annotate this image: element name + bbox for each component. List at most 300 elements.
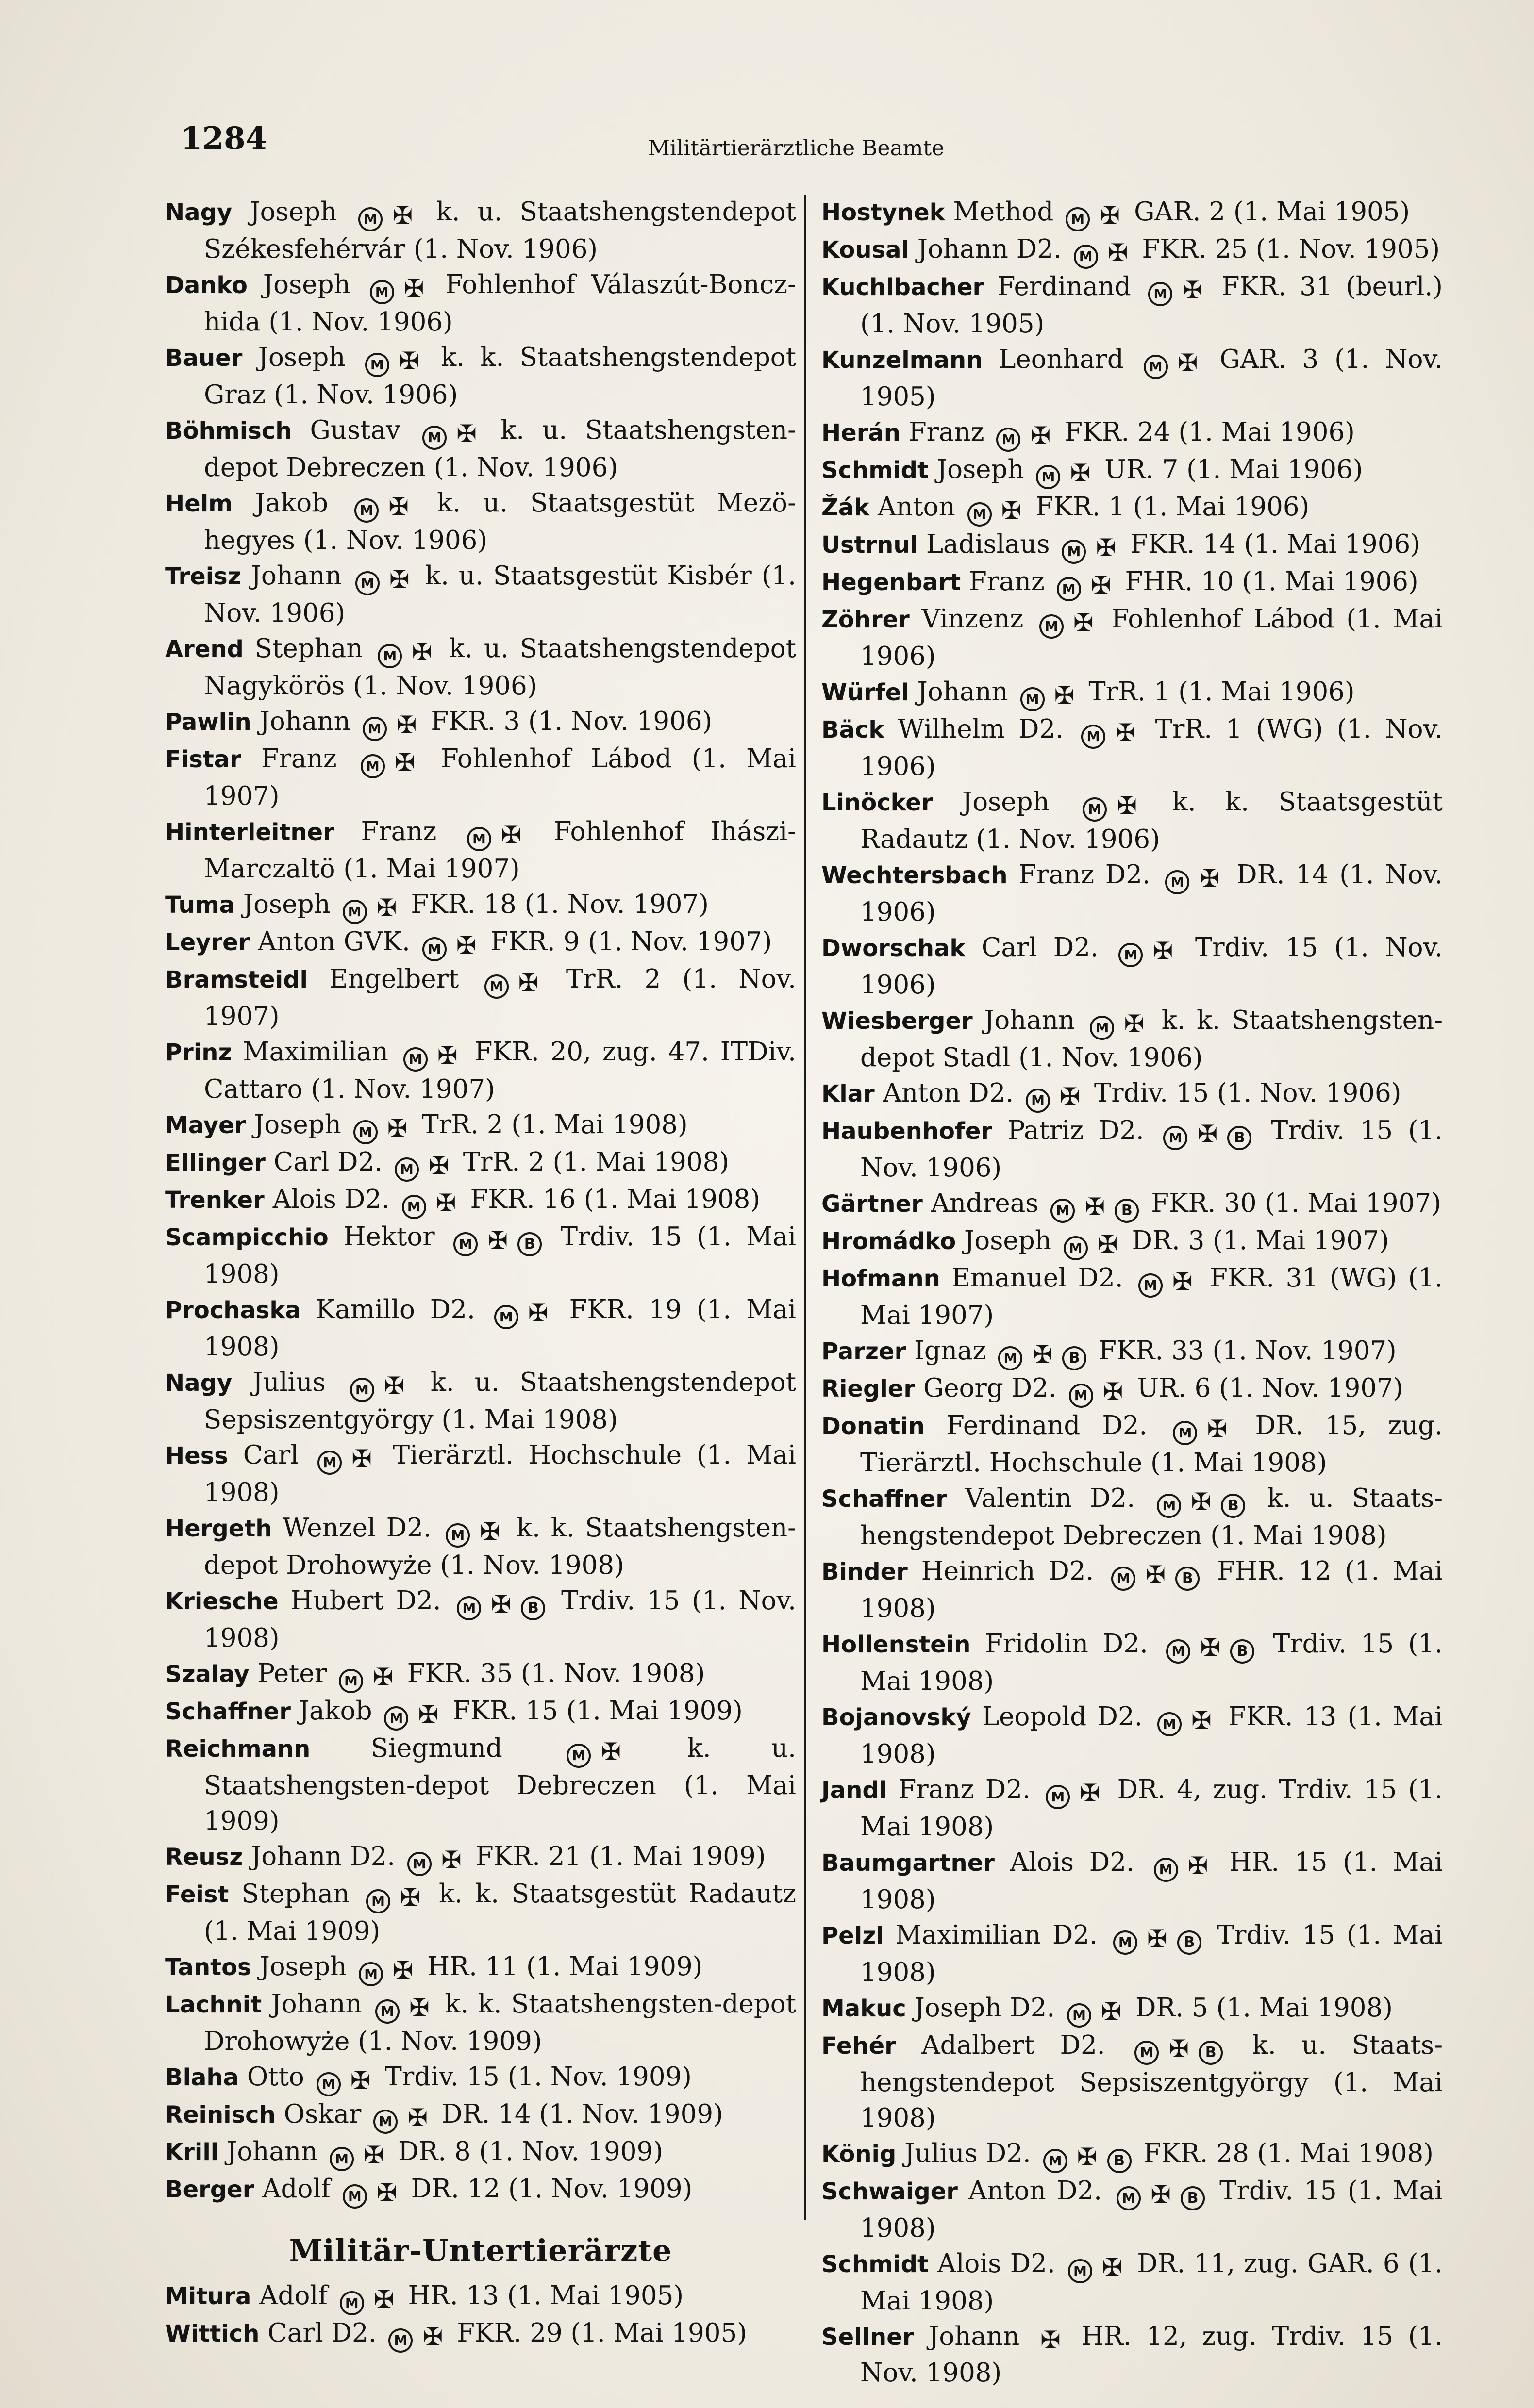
entry-surname: Dworschak bbox=[821, 935, 966, 962]
cross-icon: ✠ bbox=[1117, 792, 1137, 820]
list-item bbox=[165, 485, 796, 558]
entry-assignment: FKR. 20, zug. 47. ITDiv. Cattaro (1. Nov. 1907) bbox=[204, 1037, 796, 1104]
cross-icon: ✠ bbox=[429, 1152, 449, 1180]
entry-assignment: FKR. 29 (1. Mai 1905) bbox=[449, 2318, 747, 2348]
merit-medal-icon: M bbox=[354, 498, 379, 523]
cross-icon: ✠ bbox=[437, 1041, 458, 1070]
list-item bbox=[821, 2136, 1443, 2173]
entry-assignment: Trdiv. 15 (1. Nov. 1909) bbox=[376, 2062, 692, 2092]
list-item bbox=[165, 2059, 796, 2096]
entry-given-name: Anton D2. bbox=[957, 2176, 1113, 2206]
merit-medal-icon: M bbox=[1062, 540, 1086, 564]
list-item bbox=[165, 1107, 796, 1144]
entry-given-name: Joseph D2. bbox=[906, 1993, 1064, 2023]
merit-medal-icon: M bbox=[1134, 2041, 1159, 2065]
cross-icon: ✠ bbox=[1207, 1415, 1228, 1443]
entry-given-name: Fridolin D2. bbox=[970, 1629, 1163, 1659]
entry-assignment: DR. 14 (1. Nov. 1909) bbox=[434, 2099, 723, 2129]
entry-assignment: GAR. 3 (1. Nov. 1905) bbox=[860, 345, 1443, 412]
list-item bbox=[165, 1144, 796, 1182]
list-item bbox=[165, 1365, 796, 1437]
list-item bbox=[165, 1693, 796, 1731]
list-item bbox=[165, 2315, 796, 2353]
cross-icon: ✠ bbox=[1040, 2326, 1061, 2354]
cross-icon: ✠ bbox=[1080, 1779, 1100, 1807]
cross-icon: ✠ bbox=[1084, 1193, 1105, 1221]
entry-given-name: Johann bbox=[972, 1006, 1086, 1035]
entry-surname: Fehér bbox=[821, 2032, 896, 2060]
entry-given-name: Franz bbox=[241, 744, 357, 774]
entry-surname: Jandl bbox=[821, 1777, 887, 1804]
cross-icon: ✠ bbox=[412, 638, 433, 666]
entry-assignment: TrR. 2 (1. Mai 1908) bbox=[454, 1147, 729, 1177]
entry-assignment: k. k. Staatshengstendepot Graz (1. Nov. 1906) bbox=[204, 343, 796, 410]
entry-given-name: Emanuel D2. bbox=[940, 1263, 1134, 1293]
column-divider bbox=[804, 195, 806, 2220]
entry-assignment: DR. 14 (1. Nov. 1906) bbox=[860, 860, 1443, 927]
entry-surname: Hergeth bbox=[165, 1515, 272, 1542]
entry-given-name: Heinrich D2. bbox=[907, 1556, 1108, 1586]
list-item bbox=[821, 1113, 1443, 1186]
cross-icon: ✠ bbox=[387, 1114, 408, 1142]
merit-medal-icon: M bbox=[1066, 207, 1090, 231]
merit-medal-icon: M bbox=[317, 2072, 341, 2096]
entry-surname: Binder bbox=[821, 1558, 908, 1585]
entry-surname: Bäck bbox=[821, 716, 884, 743]
list-item bbox=[821, 1845, 1443, 1917]
merit-medal-icon: M bbox=[373, 2110, 398, 2134]
entry-given-name: Johann D2. bbox=[243, 1842, 403, 1871]
entry-assignment: FKR. 15 (1. Mai 1909) bbox=[444, 1696, 743, 1726]
entry-surname: Hess bbox=[165, 1442, 228, 1469]
cross-icon: ✠ bbox=[1150, 2180, 1171, 2209]
entry-surname: Makuc bbox=[821, 1995, 906, 2022]
list-item bbox=[821, 2319, 1443, 2391]
entry-given-name: Ignaz bbox=[906, 1336, 995, 1366]
b-medal-icon: B bbox=[1230, 1639, 1254, 1664]
merit-medal-icon: M bbox=[422, 426, 447, 450]
merit-medal-icon: M bbox=[1157, 1494, 1181, 1518]
entry-given-name: Anton bbox=[869, 492, 964, 522]
entry-surname: Hostynek bbox=[821, 199, 945, 226]
list-item bbox=[165, 887, 796, 924]
entry-given-name: Siegmund bbox=[310, 1733, 563, 1763]
list-item bbox=[821, 1186, 1443, 1223]
merit-medal-icon: M bbox=[996, 428, 1020, 452]
cross-icon: ✠ bbox=[487, 1226, 508, 1254]
cross-icon: ✠ bbox=[1001, 496, 1022, 525]
merit-medal-icon: M bbox=[366, 1889, 390, 1913]
entry-surname: Scampicchio bbox=[165, 1224, 329, 1251]
list-item bbox=[821, 564, 1443, 601]
list-item bbox=[821, 231, 1443, 269]
entry-surname: Schwaiger bbox=[821, 2178, 958, 2205]
entry-assignment: TrR. 2 (1. Mai 1908) bbox=[413, 1110, 688, 1139]
entry-surname: Donatin bbox=[821, 1413, 925, 1440]
merit-medal-icon: M bbox=[378, 644, 402, 668]
cross-icon: ✠ bbox=[392, 201, 413, 230]
merit-medal-icon: M bbox=[494, 1305, 518, 1329]
list-item bbox=[821, 711, 1443, 784]
b-medal-icon: B bbox=[1177, 1930, 1201, 1955]
cross-icon: ✠ bbox=[1191, 1706, 1212, 1734]
cross-icon: ✠ bbox=[1096, 534, 1117, 562]
entry-assignment: DR. 15, zug. Tierärztl. Hochschule (1. Mai 1908) bbox=[860, 1411, 1443, 1478]
entry-assignment: Trdiv. 15 (1. Mai 1908) bbox=[860, 1629, 1443, 1696]
entry-surname: Kriesche bbox=[165, 1588, 279, 1615]
entry-given-name: Stephan bbox=[243, 634, 374, 663]
cross-icon: ✠ bbox=[399, 347, 419, 375]
list-item bbox=[165, 558, 796, 631]
entry-given-name: Anton D2. bbox=[874, 1078, 1022, 1108]
entry-assignment: Fohlenhof Lábod (1. Mai 1906) bbox=[860, 604, 1443, 671]
entry-assignment: DR. 8 (1. Nov. 1909) bbox=[390, 2137, 663, 2166]
cross-icon: ✠ bbox=[1102, 2253, 1122, 2281]
list-item bbox=[165, 194, 796, 267]
merit-medal-icon: M bbox=[457, 1596, 481, 1620]
cross-icon: ✠ bbox=[500, 821, 521, 849]
entry-assignment: Tierärztl. Hochschule (1. Mai 1908) bbox=[204, 1440, 796, 1507]
list-item bbox=[165, 2096, 796, 2134]
entry-assignment: FKR. 3 (1. Nov. 1906) bbox=[422, 707, 713, 736]
b-medal-icon: B bbox=[1107, 2149, 1132, 2173]
entry-surname: Sellner bbox=[821, 2324, 914, 2351]
entry-surname: Szalay bbox=[165, 1661, 250, 1688]
entry-surname: Wittich bbox=[165, 2320, 260, 2347]
entry-surname: Reichmann bbox=[165, 1735, 311, 1763]
entry-surname: Schmidt bbox=[821, 457, 929, 484]
merit-medal-icon: M bbox=[1057, 577, 1081, 601]
section-heading: Militär-Untertierärzte bbox=[289, 2233, 672, 2268]
list-item bbox=[165, 1437, 796, 1510]
entry-assignment: FKR. 21 (1. Mai 1909) bbox=[467, 1842, 766, 1871]
list-item bbox=[821, 1772, 1443, 1845]
cross-icon: ✠ bbox=[364, 2141, 384, 2169]
right-column bbox=[821, 194, 1443, 2391]
cross-icon: ✠ bbox=[1102, 1378, 1123, 1406]
merit-medal-icon: M bbox=[1154, 1858, 1178, 1882]
entry-surname: Feist bbox=[165, 1881, 229, 1908]
entry-given-name: Kamillo D2. bbox=[300, 1295, 490, 1324]
entry-assignment: FKR. 31 (beurl.) (1. Nov. 1905) bbox=[860, 272, 1443, 339]
entry-assignment: DR. 5 (1. Mai 1908) bbox=[1127, 1993, 1393, 2023]
entry-given-name: Franz bbox=[961, 567, 1053, 596]
entry-surname: Nagy bbox=[165, 1369, 233, 1397]
merit-medal-icon: M bbox=[340, 2291, 364, 2315]
list-item bbox=[821, 1223, 1443, 1260]
merit-medal-icon: M bbox=[407, 1852, 432, 1876]
entry-given-name: Johann bbox=[251, 707, 359, 736]
entry-given-name: Johann bbox=[218, 2137, 326, 2166]
entry-given-name: Method bbox=[945, 197, 1062, 227]
cross-icon: ✠ bbox=[1191, 1488, 1212, 1516]
entry-assignment: Trdiv. 15 (1. Mai 1908) bbox=[860, 1920, 1443, 1987]
entry-assignment: k. u. Staats-hengstendepot Debreczen (1. Mai 1908) bbox=[860, 1484, 1443, 1550]
entry-given-name: Joseph bbox=[232, 197, 355, 227]
entry-surname: Ustrnul bbox=[821, 531, 918, 559]
entry-surname: Bauer bbox=[165, 345, 243, 372]
cross-icon: ✠ bbox=[1060, 1083, 1081, 1111]
entry-given-name: Alois D2. bbox=[264, 1185, 398, 1214]
list-item bbox=[165, 1839, 796, 1876]
entry-assignment: TrR. 1 (1. Mai 1906) bbox=[1080, 677, 1355, 707]
merit-medal-icon: M bbox=[1067, 2003, 1091, 2028]
merit-medal-icon: M bbox=[1069, 1384, 1093, 1408]
list-item bbox=[165, 1219, 796, 1292]
entry-assignment: FKR. 19 (1. Mai 1908) bbox=[204, 1295, 796, 1362]
entry-given-name: Wilhelm D2. bbox=[884, 714, 1078, 744]
entry-given-name: Joseph bbox=[246, 1110, 350, 1139]
entry-surname: Tuma bbox=[165, 891, 235, 919]
cross-icon: ✠ bbox=[1124, 1010, 1145, 1038]
list-item bbox=[821, 1333, 1443, 1370]
list-item bbox=[165, 1583, 796, 1656]
cross-icon: ✠ bbox=[1145, 1561, 1166, 1589]
list-item bbox=[165, 1656, 796, 1693]
entry-assignment: k. u. Staatshengstendepot Székesfehérvár (1. Nov. 1906) bbox=[204, 197, 796, 264]
entry-surname: Prochaska bbox=[165, 1297, 301, 1324]
cross-icon: ✠ bbox=[1197, 1120, 1218, 1148]
cross-icon: ✠ bbox=[376, 894, 397, 922]
merit-medal-icon: M bbox=[1068, 2259, 1092, 2283]
list-item bbox=[165, 961, 796, 1034]
merit-medal-icon: M bbox=[395, 1157, 419, 1182]
merit-medal-icon: M bbox=[1165, 870, 1189, 894]
cross-icon: ✠ bbox=[407, 2104, 428, 2132]
entry-assignment: HR. 15 (1. Mai 1908) bbox=[860, 1847, 1443, 1914]
b-medal-icon: B bbox=[1227, 1126, 1251, 1150]
entry-given-name: Joseph bbox=[248, 270, 366, 299]
list-item bbox=[821, 2246, 1443, 2319]
cross-icon: ✠ bbox=[518, 969, 539, 997]
merit-medal-icon: M bbox=[1020, 687, 1045, 711]
entry-given-name: Carl D2. bbox=[965, 933, 1115, 962]
merit-medal-icon: M bbox=[361, 754, 385, 778]
entry-surname: Herán bbox=[821, 419, 900, 446]
list-item bbox=[165, 1510, 796, 1583]
list-item bbox=[821, 1075, 1443, 1113]
cross-icon: ✠ bbox=[1152, 937, 1173, 965]
entry-surname: Hinterleitner bbox=[165, 819, 334, 846]
entry-surname: Helm bbox=[165, 490, 233, 517]
list-item bbox=[165, 924, 796, 961]
cross-icon: ✠ bbox=[396, 711, 417, 739]
list-item bbox=[821, 527, 1443, 564]
list-item bbox=[165, 1986, 796, 2059]
entry-given-name: Adolf bbox=[254, 2174, 339, 2204]
merit-medal-icon: M bbox=[359, 1962, 383, 1986]
merit-medal-icon: M bbox=[353, 1120, 378, 1144]
b-medal-icon: B bbox=[1175, 1567, 1200, 1591]
merit-medal-icon: M bbox=[1090, 1016, 1114, 1040]
entry-assignment: GAR. 2 (1. Mai 1905) bbox=[1126, 197, 1410, 227]
entry-assignment: TrR. 2 (1. Nov. 1907) bbox=[204, 964, 797, 1031]
entry-assignment: FKR. 33 (1. Nov. 1907) bbox=[1090, 1336, 1397, 1366]
entry-assignment: DR. 12 (1. Nov. 1909) bbox=[402, 2174, 693, 2204]
merit-medal-icon: M bbox=[1036, 465, 1060, 489]
entry-surname: Schaffner bbox=[821, 1485, 947, 1513]
merit-medal-icon: M bbox=[998, 1346, 1022, 1370]
cross-icon: ✠ bbox=[1097, 1230, 1118, 1258]
merit-medal-icon: M bbox=[355, 571, 380, 595]
cross-icon: ✠ bbox=[1182, 276, 1203, 304]
merit-medal-icon: M bbox=[1148, 282, 1172, 306]
b-medal-icon: B bbox=[521, 1596, 545, 1620]
entry-given-name: Hektor bbox=[328, 1222, 450, 1252]
entry-given-name: Hubert D2. bbox=[278, 1586, 453, 1616]
entry-surname: Berger bbox=[165, 2176, 254, 2203]
merit-medal-icon: M bbox=[1118, 943, 1143, 967]
entry-assignment: k. u. Staatsgestüt Mezö-hegyes (1. Nov. 1906) bbox=[204, 488, 796, 555]
cross-icon: ✠ bbox=[1187, 1852, 1208, 1880]
list-item bbox=[165, 267, 796, 340]
merit-medal-icon: M bbox=[363, 717, 387, 741]
entry-surname: Hegenbart bbox=[821, 569, 961, 596]
b-medal-icon: B bbox=[1199, 2041, 1223, 2065]
merit-medal-icon: M bbox=[1039, 614, 1064, 639]
entry-surname: Žák bbox=[821, 494, 870, 521]
entry-surname: Reusz bbox=[165, 1844, 243, 1871]
merit-medal-icon: M bbox=[384, 1706, 408, 1731]
merit-medal-icon: M bbox=[1064, 1236, 1088, 1260]
entry-given-name: Julius D2. bbox=[896, 2139, 1039, 2168]
entry-given-name: Wenzel D2. bbox=[272, 1513, 442, 1543]
cross-icon: ✠ bbox=[480, 1517, 500, 1546]
entry-given-name: Adalbert D2. bbox=[896, 2030, 1131, 2060]
merit-medal-icon: M bbox=[1157, 1712, 1182, 1736]
entry-surname: König bbox=[821, 2141, 897, 2168]
entry-given-name: Leopold D2. bbox=[971, 1702, 1153, 1732]
merit-medal-icon: M bbox=[1138, 1273, 1163, 1298]
list-item bbox=[821, 1370, 1443, 1408]
merit-medal-icon: M bbox=[1166, 1639, 1190, 1664]
merit-medal-icon: M bbox=[365, 353, 389, 377]
merit-medal-icon: M bbox=[1050, 1199, 1075, 1223]
entry-surname: Gärtner bbox=[821, 1190, 923, 1218]
list-item bbox=[821, 342, 1443, 414]
cross-icon: ✠ bbox=[1090, 571, 1111, 599]
list-item bbox=[821, 1003, 1443, 1075]
entry-given-name: Johann bbox=[909, 677, 1017, 707]
running-head: Militärtierärztliche Beamte bbox=[648, 136, 945, 161]
entry-assignment: k. k. Staatsgestüt Radautz (1. Mai 1909) bbox=[204, 1879, 796, 1946]
entry-surname: Prinz bbox=[165, 1039, 232, 1066]
entry-surname: Wechtersbach bbox=[821, 862, 1008, 889]
list-item bbox=[165, 1876, 796, 1949]
entry-given-name: Joseph bbox=[933, 787, 1079, 817]
list-item bbox=[165, 1731, 796, 1839]
merit-medal-icon: M bbox=[1026, 1089, 1050, 1113]
entry-assignment: UR. 7 (1. Mai 1906) bbox=[1096, 455, 1363, 484]
entry-assignment: FKR. 24 (1. Mai 1906) bbox=[1056, 417, 1355, 447]
entry-given-name: Gustav bbox=[292, 415, 419, 445]
entry-assignment: UR. 6 (1. Nov. 1907) bbox=[1129, 1373, 1403, 1403]
entry-given-name: Ferdinand D2. bbox=[924, 1411, 1169, 1440]
entry-assignment: FKR. 9 (1. Nov. 1907) bbox=[482, 927, 772, 957]
entry-given-name: Franz D2. bbox=[1007, 860, 1162, 890]
cross-icon: ✠ bbox=[350, 2066, 371, 2095]
entry-surname: Bramsteidl bbox=[165, 966, 308, 993]
entry-assignment: FKR. 1 (1. Mai 1906) bbox=[1027, 492, 1310, 522]
list-item bbox=[821, 194, 1443, 231]
entry-given-name: Oskar bbox=[275, 2099, 370, 2129]
cross-icon: ✠ bbox=[384, 1372, 404, 1400]
entry-given-name: Maximilian D2. bbox=[884, 1920, 1109, 1950]
merit-medal-icon: M bbox=[1144, 355, 1168, 379]
cross-icon: ✠ bbox=[456, 420, 477, 448]
cross-icon: ✠ bbox=[1177, 349, 1198, 377]
cross-icon: ✠ bbox=[1200, 1633, 1221, 1662]
entry-assignment: Trdiv. 15 (1. Nov. 1906) bbox=[860, 1116, 1443, 1183]
cross-icon: ✠ bbox=[1115, 719, 1136, 747]
merit-medal-icon: M bbox=[358, 207, 383, 231]
b-medal-icon: B bbox=[517, 1232, 542, 1256]
merit-medal-icon: M bbox=[388, 2328, 413, 2353]
entry-surname: Pelzl bbox=[821, 1922, 884, 1949]
list-item bbox=[821, 452, 1443, 489]
entry-assignment: k. u. Staatsgestüt Kisbér (1. Nov. 1906) bbox=[204, 561, 796, 628]
left-column bbox=[165, 194, 796, 2353]
list-item bbox=[165, 741, 796, 814]
entry-assignment: FKR. 18 (1. Nov. 1907) bbox=[402, 890, 709, 919]
merit-medal-icon: M bbox=[1163, 1126, 1187, 1150]
merit-medal-icon: M bbox=[446, 1523, 470, 1548]
entry-given-name: Franz D2. bbox=[887, 1775, 1042, 1804]
cross-icon: ✠ bbox=[1070, 459, 1091, 487]
merit-medal-icon: M bbox=[1046, 1785, 1070, 1809]
entry-given-name: Joseph bbox=[251, 1952, 355, 1981]
entry-surname: Klar bbox=[821, 1080, 875, 1107]
entry-assignment: k. u. Staats-hengstendepot Sepsiszentgyörgy (1. Mai 1908) bbox=[860, 2030, 1443, 2133]
cross-icon: ✠ bbox=[409, 1994, 430, 2022]
entry-given-name: Johann D2. bbox=[909, 234, 1070, 264]
entry-surname: Mayer bbox=[165, 1112, 246, 1139]
entry-surname: Fistar bbox=[165, 746, 241, 773]
list-item bbox=[821, 2028, 1443, 2136]
entry-assignment: Fohlenhof Ihászi-Marczaltö (1. Mai 1907) bbox=[204, 817, 796, 884]
entry-given-name: Anton GVK. bbox=[250, 927, 418, 957]
merit-medal-icon: M bbox=[330, 2147, 354, 2171]
cross-icon: ✠ bbox=[600, 1738, 621, 1766]
entry-given-name: Adolf bbox=[251, 2281, 336, 2310]
entry-assignment: Trdiv. 15 (1. Nov. 1908) bbox=[204, 1586, 796, 1653]
cross-icon: ✠ bbox=[394, 748, 415, 776]
merit-medal-icon: M bbox=[1173, 1421, 1197, 1445]
entry-given-name: Stephan bbox=[229, 1879, 363, 1909]
cross-icon: ✠ bbox=[388, 493, 409, 521]
list-item bbox=[165, 2171, 796, 2209]
entry-surname: Haubenhofer bbox=[821, 1118, 993, 1145]
right-entry-list bbox=[821, 194, 1443, 2391]
entry-given-name: Franz bbox=[900, 417, 993, 447]
entry-given-name: Franz bbox=[334, 817, 463, 846]
entry-given-name: Jakob bbox=[233, 488, 351, 518]
list-item bbox=[821, 674, 1443, 711]
merit-medal-icon: M bbox=[484, 974, 509, 999]
cross-icon: ✠ bbox=[1100, 201, 1120, 230]
entry-given-name: Vinzenz bbox=[909, 604, 1035, 634]
merit-medal-icon: M bbox=[1043, 2149, 1067, 2173]
cross-icon: ✠ bbox=[1199, 864, 1220, 892]
merit-medal-icon: M bbox=[1081, 725, 1105, 749]
merit-medal-icon: M bbox=[467, 827, 491, 851]
entry-given-name: Johann bbox=[241, 561, 351, 591]
entry-given-name: Peter bbox=[249, 1659, 335, 1688]
entry-assignment: HR. 11 (1. Mai 1909) bbox=[419, 1952, 703, 1981]
cross-icon: ✠ bbox=[1054, 681, 1075, 709]
entry-given-name: Patriz D2. bbox=[992, 1116, 1160, 1145]
cross-icon: ✠ bbox=[1168, 2035, 1189, 2063]
